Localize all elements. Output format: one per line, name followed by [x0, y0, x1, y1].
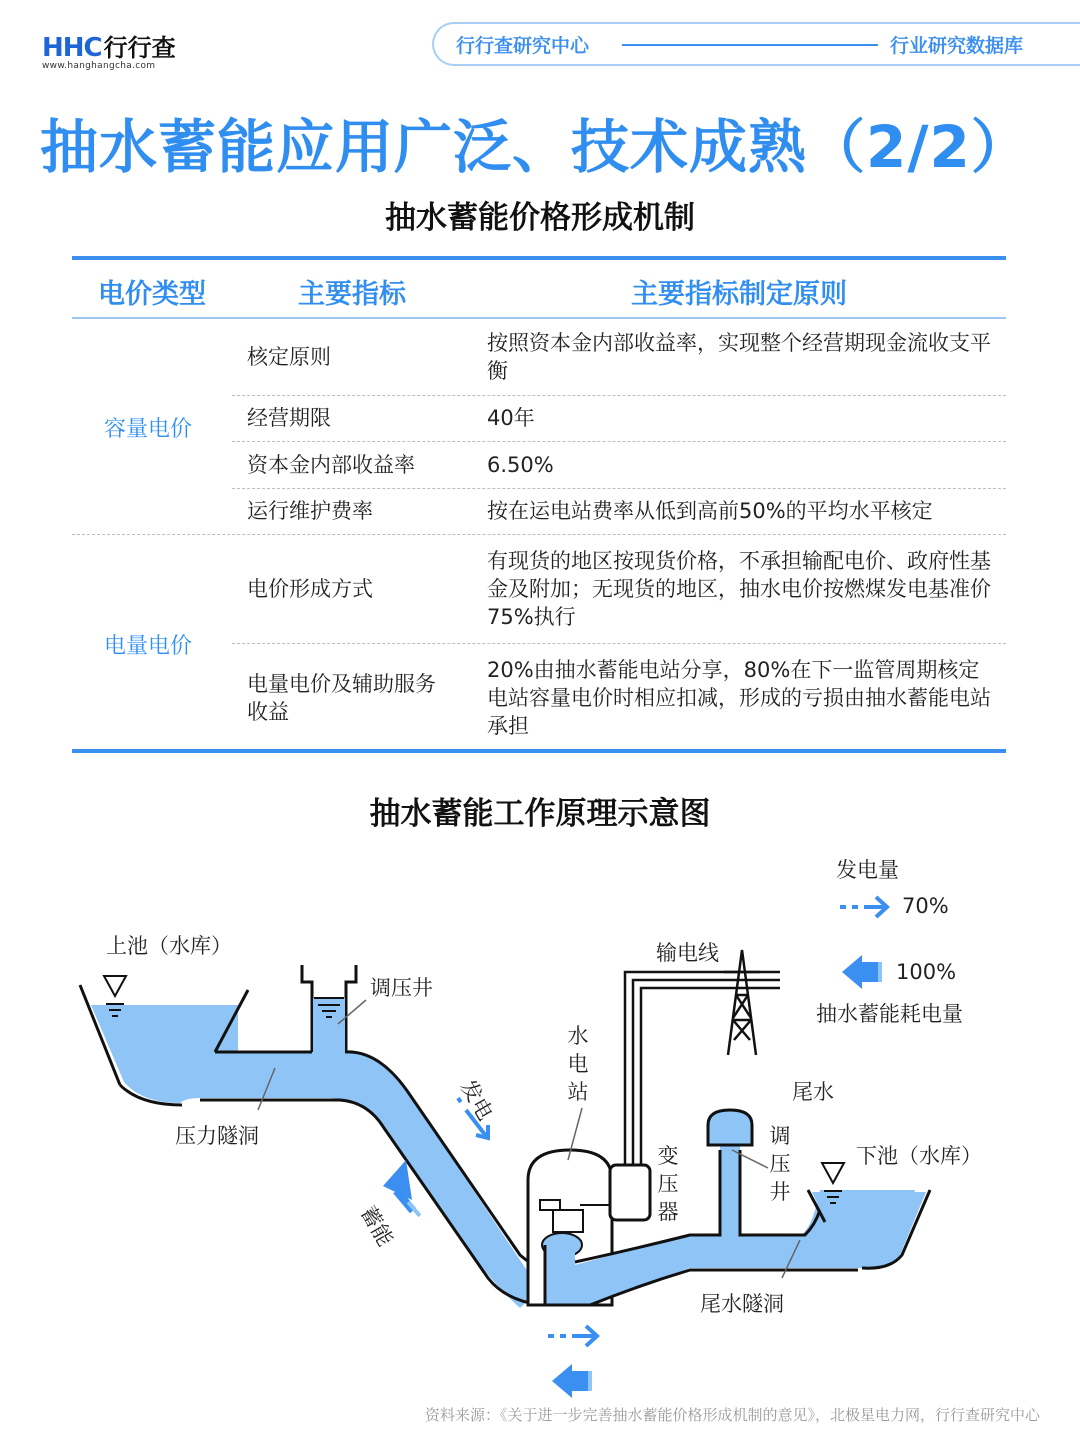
page-title: 抽水蓄能应用广泛、技术成熟（2/2）	[40, 113, 1030, 181]
pylon-icon	[724, 950, 760, 1055]
transformer	[610, 1165, 650, 1220]
research-center-label[interactable]: 行行查研究中心	[456, 35, 590, 57]
lower-pool-label: 下池（水库）	[856, 1144, 982, 1168]
transmission-line-label: 输电线	[656, 941, 719, 965]
tailwater-tunnel-label: 尾水隧洞	[700, 1292, 784, 1316]
table-title: 抽水蓄能价格形成机制	[385, 200, 695, 236]
principle-cell: 6.50%	[487, 453, 554, 477]
legend-consumption-label: 抽水蓄能耗电量	[816, 1002, 963, 1026]
surge-tank-right-label: 调 压 井	[769, 1124, 791, 1204]
industry-database-label[interactable]: 行业研究数据库	[890, 35, 1024, 57]
source-note: 资料来源：《关于进一步完善抽水蓄能价格形成机制的意见》，北极星电力网，行行查研究中心	[424, 1406, 1040, 1424]
legend-generation-label: 发电量	[836, 858, 899, 882]
tailwater-label: 尾水	[792, 1080, 834, 1104]
pressure-tunnel-label: 压力隧洞	[175, 1124, 259, 1148]
bottom-consumption-arrow-icon	[552, 1364, 592, 1398]
water-level-marker	[822, 1163, 844, 1183]
generate-label: 发电	[455, 1076, 498, 1125]
header-indicator: 主要指标	[298, 279, 406, 310]
surge-tank-right	[708, 1110, 752, 1145]
bottom-generation-arrow-icon	[548, 1326, 597, 1346]
header-principle: 主要指标制定原则	[631, 279, 847, 310]
legend-consumption-arrow-icon	[842, 955, 882, 989]
diagram-title: 抽水蓄能工作原理示意图	[369, 796, 711, 832]
indicator-cell: 运行维护费率	[247, 499, 373, 523]
logo-url: www.hanghangcha.com	[42, 61, 156, 71]
category-energy-price: 电量电价	[104, 634, 193, 659]
indicator-cell: 资本金内部收益率	[247, 453, 415, 477]
surge-tank-left-label: 调压井	[370, 976, 433, 1000]
logo-cn: 行行查	[103, 34, 176, 62]
principle-cell: 20%由抽水蓄能电站分享，80%在下一监管周期核定电站容量电价时相应扣减，形成的亏损由抽水蓄能电站承担	[487, 658, 991, 738]
power-station-label: 水 电 站	[567, 1024, 589, 1104]
indicator-cell: 电价形成方式	[247, 577, 373, 601]
upper-pool-label: 上池（水库）	[106, 934, 232, 958]
principle-cell: 有现货的地区按现货价格，不承担输配电价、政府性基金及附加；无现货的地区，抽水电价按燃煤发电基准价75%执行	[487, 549, 991, 629]
indicator-cell: 核定原则	[247, 345, 331, 369]
transmission-line	[625, 972, 780, 1165]
legend-consumption-value: 100%	[896, 960, 957, 984]
principle-cell: 40年	[487, 406, 535, 430]
category-capacity-price: 容量电价	[104, 417, 193, 442]
transformer-label: 变 压 器	[657, 1144, 679, 1224]
legend-generation-value: 70%	[902, 894, 949, 918]
header-price-type: 电价类型	[98, 279, 206, 310]
principle-cell: 按在运电站费率从低到高前50%的平均水平核定	[487, 499, 933, 523]
store-label: 蓄能	[355, 1202, 398, 1251]
logo-mark: HHC	[42, 33, 102, 63]
indicator-cell: 电量电价及辅助服务收益	[247, 672, 436, 724]
legend-generation-arrow-icon	[840, 897, 887, 917]
principle-cell: 按照资本金内部收益率，实现整个经营期现金流收支平衡	[487, 331, 991, 383]
indicator-cell: 经营期限	[247, 406, 331, 430]
